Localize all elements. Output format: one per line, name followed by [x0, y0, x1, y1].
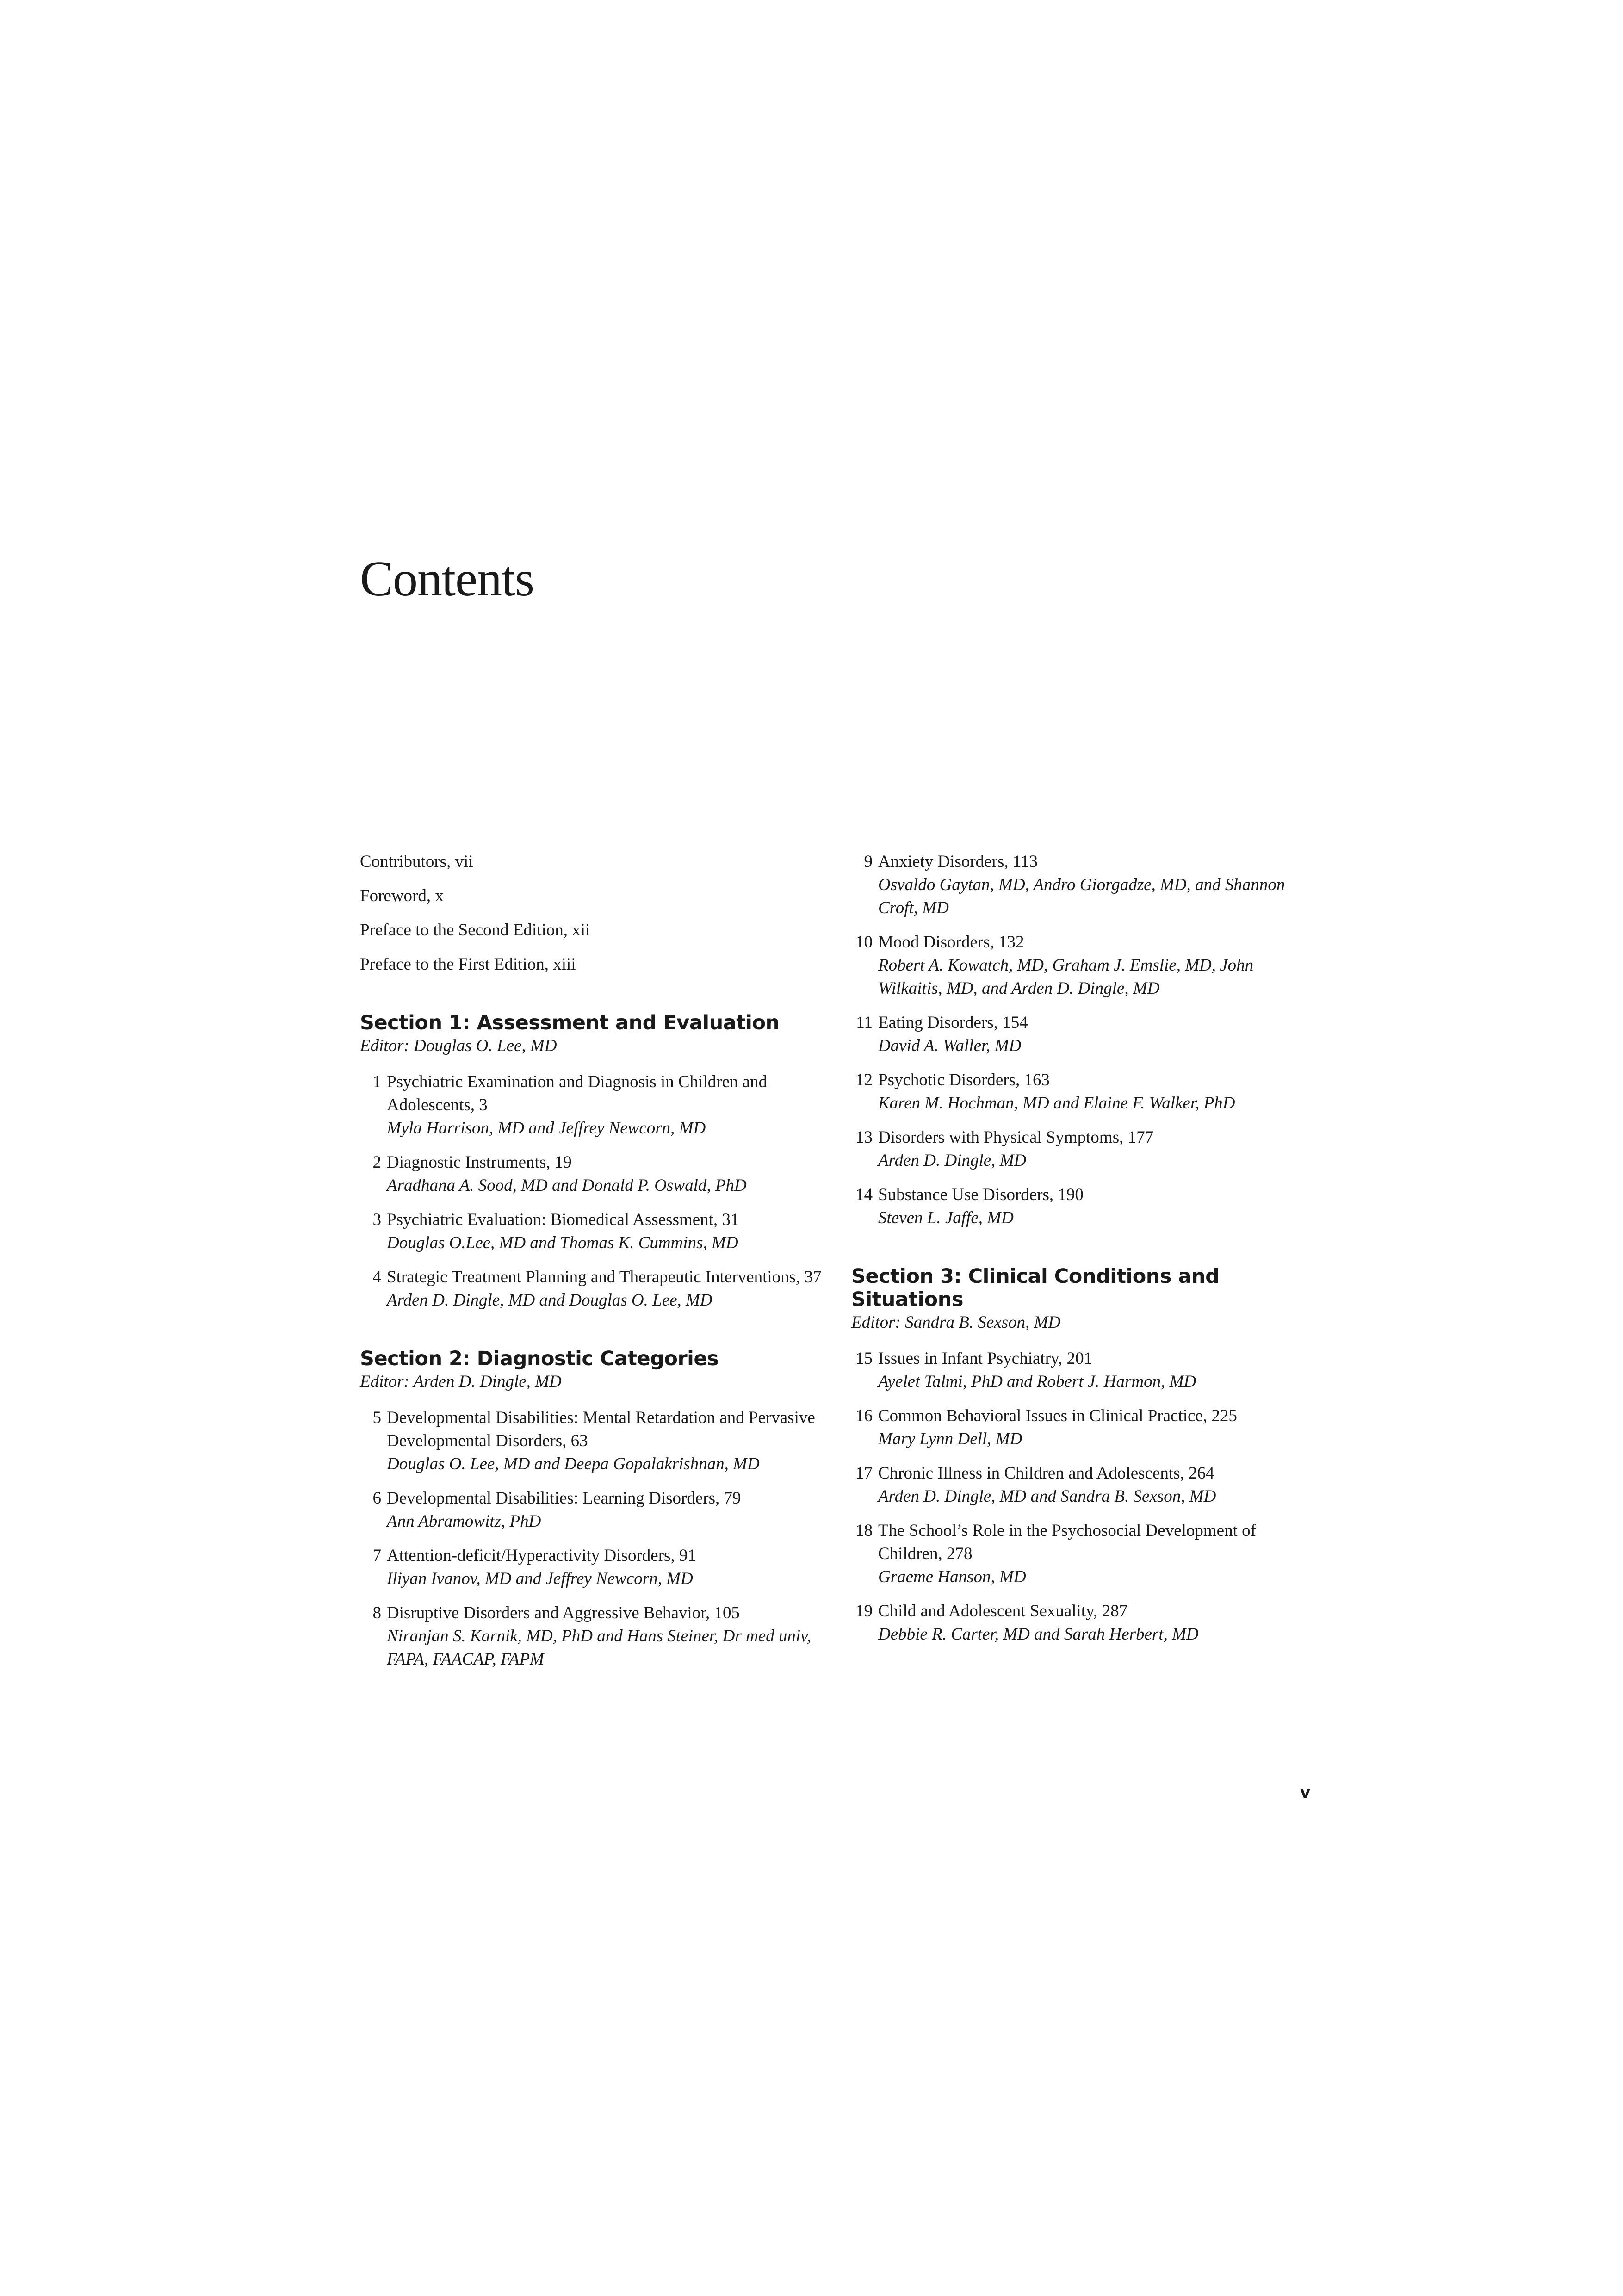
- chapter-title: Diagnostic Instruments, 19: [387, 1153, 572, 1172]
- chapter-entry: [851, 1069, 1314, 1115]
- chapter-title: Child and Adolescent Sexuality, 287: [878, 1602, 1128, 1621]
- chapter-authors: Osvaldo Gaytan, MD, Andro Giorgadze, MD, and Shannon Croft, MD: [878, 875, 1285, 917]
- chapter-entry: [360, 1406, 823, 1476]
- chapter-authors: Graeme Hanson, MD: [878, 1567, 1026, 1586]
- chapter-authors: Myla Harrison, MD and Jeffrey Newcorn, MD: [387, 1119, 706, 1138]
- chapter-entry: [360, 1266, 823, 1312]
- section-editor: Editor: Sandra B. Sexson, MD: [851, 1313, 1061, 1332]
- chapter-entry: [851, 1519, 1314, 1589]
- chapter-number: 1: [372, 1072, 381, 1091]
- chapter-entry: [851, 1600, 1314, 1646]
- chapter-entry: [360, 1151, 823, 1197]
- section-title: Section 1: Assessment and Evaluation: [360, 1011, 780, 1034]
- chapter-number: 15: [855, 1349, 873, 1368]
- chapter-authors: Arden D. Dingle, MD and Sandra B. Sexson, MD: [878, 1487, 1216, 1506]
- chapter-number: 9: [864, 852, 873, 871]
- chapter-title: Psychotic Disorders, 163: [878, 1071, 1050, 1089]
- chapter-number: 19: [855, 1602, 873, 1621]
- chapter-authors: David A. Waller, MD: [878, 1036, 1022, 1055]
- chapter-title: The School’s Role in the Psychosocial Development of Children, 278: [878, 1521, 1256, 1563]
- chapter-title: Disorders with Physical Symptoms, 177: [878, 1128, 1154, 1147]
- chapter-entry: [851, 1126, 1314, 1172]
- chapter-authors: Iliyan Ivanov, MD and Jeffrey Newcorn, MD: [387, 1569, 693, 1588]
- chapter-number: 17: [855, 1464, 873, 1483]
- section-2: [360, 1347, 823, 1671]
- chapter-authors: Arden D. Dingle, MD: [878, 1151, 1027, 1170]
- chapter-number: 2: [372, 1153, 381, 1172]
- section-editor: Editor: Arden D. Dingle, MD: [360, 1372, 562, 1391]
- page-title: Contents: [360, 551, 534, 606]
- chapter-entry: [851, 931, 1314, 1000]
- front-matter-preface-first: Preface to the First Edition, xiii: [360, 955, 576, 974]
- chapter-entry: [851, 1405, 1314, 1451]
- chapter-title: Psychiatric Evaluation: Biomedical Assessment, 31: [387, 1210, 739, 1229]
- chapter-number: 8: [372, 1603, 381, 1622]
- chapter-authors: Ann Abramowitz, PhD: [387, 1512, 541, 1531]
- chapter-entry: [360, 1487, 823, 1533]
- section-editor: Editor: Douglas O. Lee, MD: [360, 1036, 557, 1055]
- chapter-title: Issues in Infant Psychiatry, 201: [878, 1349, 1093, 1368]
- chapter-entry: [851, 1011, 1314, 1058]
- section-title: Section 2: Diagnostic Categories: [360, 1347, 719, 1370]
- front-matter-contributors: Contributors, vii: [360, 852, 473, 871]
- chapter-authors: Aradhana A. Sood, MD and Donald P. Oswald, PhD: [387, 1176, 747, 1195]
- chapter-title: Attention-deficit/Hyperactivity Disorders, 91: [387, 1546, 696, 1565]
- chapter-number: 7: [372, 1546, 381, 1565]
- section-1: [360, 1011, 823, 1312]
- section-title: Section 3: Clinical Conditions and Situations: [851, 1265, 1220, 1311]
- chapter-authors: Douglas O.Lee, MD and Thomas K. Cummins, MD: [387, 1233, 738, 1252]
- chapter-title: Common Behavioral Issues in Clinical Practice, 225: [878, 1406, 1237, 1425]
- chapter-title: Substance Use Disorders, 190: [878, 1185, 1084, 1204]
- chapter-entry: [851, 1347, 1314, 1393]
- front-matter-preface-second: Preface to the Second Edition, xii: [360, 921, 590, 940]
- section-3: [851, 1265, 1314, 1646]
- page-number: v: [1300, 1783, 1311, 1802]
- chapter-authors: Steven L. Jaffe, MD: [878, 1208, 1014, 1227]
- chapter-title: Anxiety Disorders, 113: [878, 852, 1038, 871]
- chapter-authors: Arden D. Dingle, MD and Douglas O. Lee, MD: [387, 1291, 712, 1310]
- chapter-entry: [851, 1462, 1314, 1508]
- chapter-authors: Douglas O. Lee, MD and Deepa Gopalakrishnan, MD: [387, 1454, 760, 1473]
- chapter-authors: Mary Lynn Dell, MD: [878, 1430, 1022, 1448]
- chapter-title: Mood Disorders, 132: [878, 933, 1024, 952]
- toc-right-column: [851, 850, 1314, 1657]
- chapter-number: 13: [855, 1128, 873, 1147]
- chapter-number: 12: [855, 1071, 873, 1089]
- chapter-number: 14: [855, 1185, 873, 1204]
- chapter-authors: Debbie R. Carter, MD and Sarah Herbert, MD: [878, 1625, 1199, 1644]
- chapter-entry: [851, 1183, 1314, 1230]
- chapter-authors: Niranjan S. Karnik, MD, PhD and Hans Steiner, Dr med univ, FAPA, FAACAP, FAPM: [387, 1627, 812, 1669]
- chapter-title: Psychiatric Examination and Diagnosis in Children and Adolescents, 3: [387, 1072, 768, 1114]
- front-matter-foreword: Foreword, x: [360, 886, 444, 905]
- chapter-number: 16: [855, 1406, 873, 1425]
- chapter-title: Developmental Disabilities: Mental Retardation and Pervasive Developmental Disorders, 63: [387, 1408, 815, 1450]
- chapter-number: 11: [856, 1013, 873, 1032]
- chapter-number: 5: [372, 1408, 381, 1427]
- chapter-title: Developmental Disabilities: Learning Disorders, 79: [387, 1489, 741, 1508]
- chapter-title: Disruptive Disorders and Aggressive Behavior, 105: [387, 1603, 740, 1622]
- chapter-title: Chronic Illness in Children and Adolescents, 264: [878, 1464, 1214, 1483]
- chapter-entry: [851, 850, 1314, 920]
- chapter-entry: [360, 1071, 823, 1140]
- chapter-number: 6: [372, 1489, 381, 1508]
- chapter-number: 18: [855, 1521, 873, 1540]
- chapter-entry: [360, 1602, 823, 1671]
- chapter-number: 4: [372, 1268, 381, 1287]
- chapter-entry: [360, 1544, 823, 1590]
- chapter-entry: [360, 1208, 823, 1255]
- chapter-number: 10: [855, 933, 873, 952]
- chapter-authors: Robert A. Kowatch, MD, Graham J. Emslie, MD, John Wilkaitis, MD, and Arden D. Dingle, MD: [878, 956, 1254, 998]
- chapter-title: Strategic Treatment Planning and Therapeutic Interventions, 37: [387, 1268, 822, 1287]
- chapter-authors: Karen M. Hochman, MD and Elaine F. Walker, PhD: [878, 1094, 1235, 1113]
- chapter-authors: Ayelet Talmi, PhD and Robert J. Harmon, MD: [878, 1372, 1196, 1391]
- toc-left-column: [360, 850, 823, 1682]
- chapter-title: Eating Disorders, 154: [878, 1013, 1028, 1032]
- chapter-number: 3: [372, 1210, 381, 1229]
